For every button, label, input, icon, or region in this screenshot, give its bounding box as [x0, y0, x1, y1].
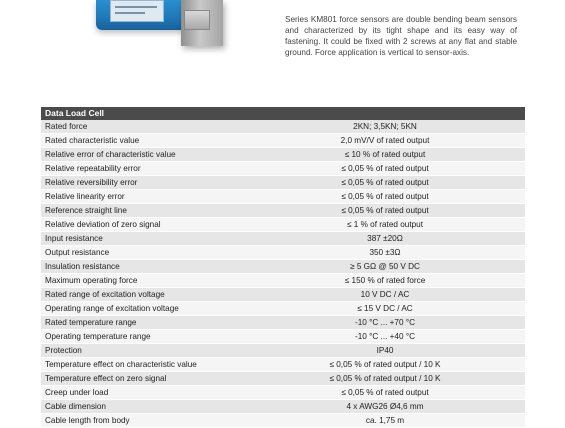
table-row: [41, 316, 525, 330]
row-label: Rated characteristic value: [45, 136, 140, 145]
product-description: Series KM801 force sensors are double bending beam sensors and characterized by its tight shape and its easy way of fastening. It could be fixed with 2 screws at any flat and stable ground. Force application is vertical to sensor-axis.: [285, 15, 517, 57]
row-label: Insulation resistance: [45, 262, 120, 271]
table-row: [41, 386, 525, 400]
row-value: ≤ 150 % of rated force: [344, 276, 426, 285]
row-value: ≤ 0,05 % of rated output / 10 K: [329, 360, 441, 369]
table-row: [41, 372, 525, 386]
table-row: [41, 274, 525, 288]
table-row: [41, 330, 525, 344]
row-label: Input resistance: [45, 234, 103, 243]
table-row: [41, 204, 525, 218]
row-value: ≤ 0,05 % of rated output: [341, 164, 429, 173]
row-value: ≤ 0,05 % of rated output: [341, 206, 429, 215]
table-row: [41, 344, 525, 358]
sensor-label-sticker: [110, 0, 164, 22]
table-row: [41, 218, 525, 232]
table-title: Data Load Cell: [41, 107, 525, 120]
row-value: ≤ 1 % of rated output: [347, 220, 423, 229]
table-row: [41, 414, 525, 428]
row-label: Rated force: [45, 122, 88, 131]
table-row: [41, 148, 525, 162]
row-label: Maximum operating force: [45, 276, 138, 285]
table-row: [41, 176, 525, 190]
row-label: Cable dimension: [45, 402, 106, 411]
table-row: [41, 246, 525, 260]
row-label: Output resistance: [45, 248, 110, 257]
table-row: [41, 288, 525, 302]
row-value: ca. 1,75 m: [365, 416, 405, 425]
product-photo: [88, 0, 238, 52]
row-label: Reference straight line: [45, 206, 127, 215]
row-value: 2,0 mV/V of rated output: [340, 136, 430, 145]
row-value: 4 x AWG26 Ø4,6 mm: [346, 402, 424, 411]
row-label: Temperature effect on characteristic value: [45, 360, 197, 369]
table-row: [41, 358, 525, 372]
table-row: [41, 134, 525, 148]
row-label: Relative repeatability error: [45, 164, 141, 173]
row-value: ≤ 0,05 % of rated output: [341, 192, 429, 201]
row-value: ≤ 10 % of rated output: [344, 150, 426, 159]
row-label: Operating range of excitation voltage: [45, 304, 179, 313]
row-value: 10 V DC / AC: [360, 290, 410, 299]
row-value: ≤ 0,05 % of rated output: [341, 178, 429, 187]
table-row: [41, 400, 525, 414]
row-value: -10 °C ... +40 °C: [354, 332, 416, 341]
table-row: [41, 232, 525, 246]
row-label: Rated temperature range: [45, 318, 137, 327]
row-value: ≥ 5 GΩ @ 50 V DC: [350, 262, 420, 271]
row-value: 2KN; 3,5KN; 5KN: [353, 122, 417, 131]
row-value: ≤ 0,05 % of rated output / 10 K: [329, 374, 441, 383]
table-body: [41, 120, 525, 428]
row-label: Cable length from body: [45, 416, 130, 425]
row-value: IP40: [376, 346, 394, 355]
row-label: Relative error of characteristic value: [45, 150, 176, 159]
table-row: [41, 302, 525, 316]
row-label: Temperature effect on zero signal: [45, 374, 167, 383]
table-row: [41, 190, 525, 204]
row-label: Relative reversibility error: [45, 178, 138, 187]
row-value: -10 °C ... +70 °C: [354, 318, 416, 327]
table-row: [41, 260, 525, 274]
row-label: Creep under load: [45, 388, 109, 397]
row-label: Operating temperature range: [45, 332, 151, 341]
row-label: Relative deviation of zero signal: [45, 220, 161, 229]
row-label: Relative linearity error: [45, 192, 125, 201]
data-load-cell-table: [41, 107, 525, 428]
row-label: Rated range of excitation voltage: [45, 290, 165, 299]
row-value: ≤ 15 V DC / AC: [357, 304, 413, 313]
row-value: 387 ±20Ω: [367, 234, 403, 243]
row-label: Protection: [45, 346, 82, 355]
row-value: ≤ 0,05 % of rated output: [341, 388, 429, 397]
table-row: [41, 162, 525, 176]
row-value: 350 ±3Ω: [369, 248, 401, 257]
table-row: [41, 120, 525, 134]
mounting-block-face: [184, 10, 210, 30]
